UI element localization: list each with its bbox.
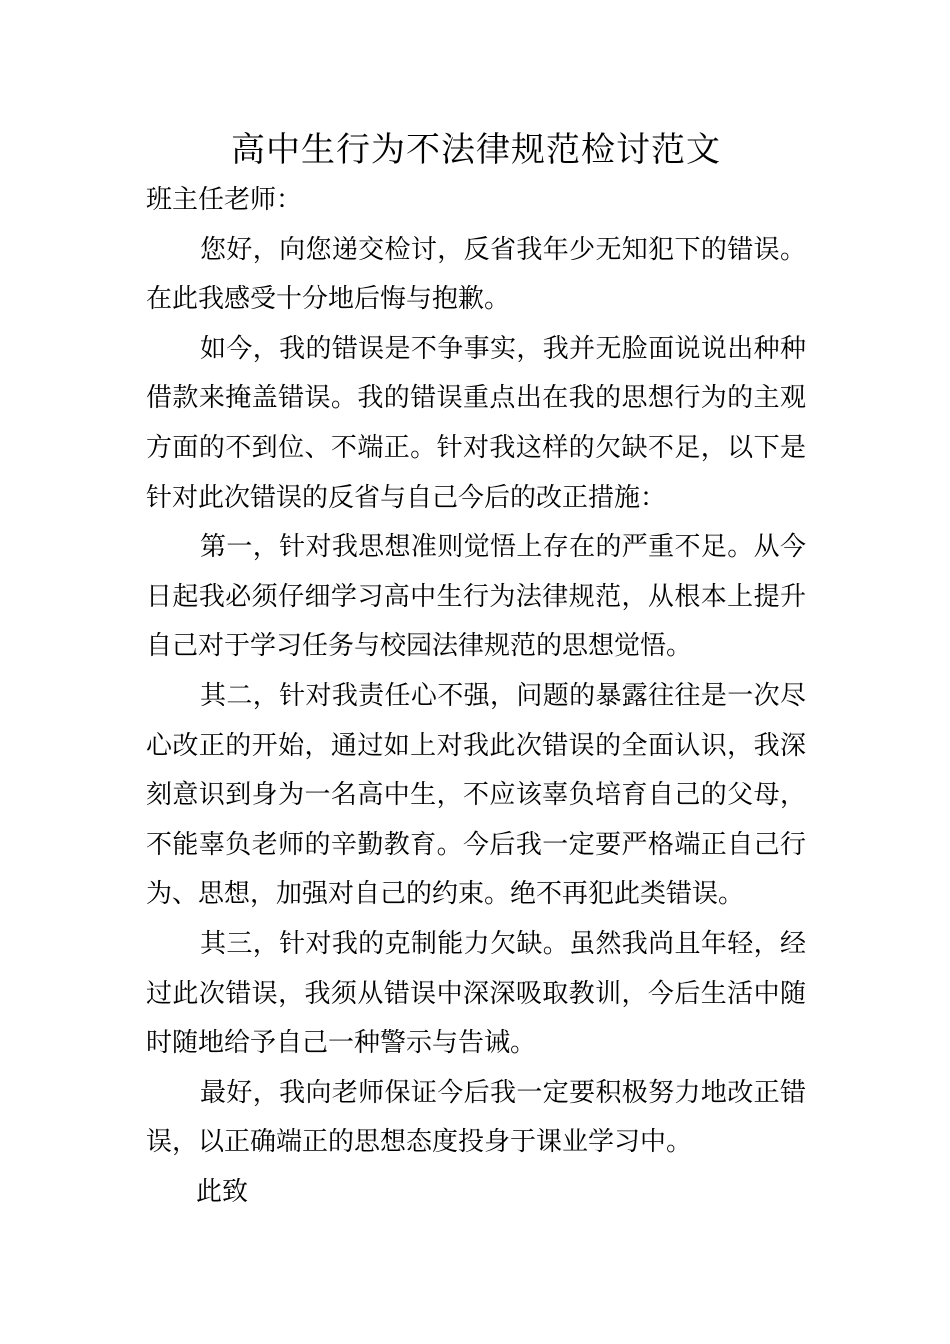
salutation: 班主任老师： xyxy=(146,185,303,215)
document-body xyxy=(146,176,806,1217)
paragraph-6: 最好，我向老师保证今后我一定要积极努力地改正错误，以正确端正的思想态度投身于课业学习中。 xyxy=(146,1077,806,1158)
paragraph-5: 其三，针对我的克制能力欠缺。虽然我尚且年轻，经过此次错误，我须从错误中深深吸取教训，今后生活中随时随地给予自己一种警示与告诫。 xyxy=(146,928,806,1059)
paragraph-1: 您好，向您递交检讨，反省我年少无知犯下的错误。在此我感受十分地后悔与抱歉。 xyxy=(146,234,806,315)
closing: 此致 xyxy=(196,1176,249,1207)
document-title: 高中生行为不法律规范检讨范文 xyxy=(231,130,721,170)
paragraph-2: 如今，我的错误是不争事实，我并无脸面说说出种种借款来掩盖错误。我的错误重点出在我的思想行为的主观方面的不到位、不端正。针对我这样的欠缺不足，以下是针对此次错误的反省与自己今后的改正措施： xyxy=(146,333,806,513)
paragraph-3: 第一，针对我思想准则觉悟上存在的严重不足。从今日起我必须仔细学习高中生行为法律规范，从根本上提升自己对于学习任务与校园法律规范的思想觉悟。 xyxy=(146,532,806,662)
paragraph-4: 其二，针对我责任心不强，问题的暴露往往是一次尽心改正的开始，通过如上对我此次错误的全面认识，我深刻意识到身为一名高中生，不应该辜负培育自己的父母，不能辜负老师的辛勤教育。今后我一定要严格端正自己行为、思想，加强对自己的约束。绝不再犯此类错误。 xyxy=(146,680,806,910)
